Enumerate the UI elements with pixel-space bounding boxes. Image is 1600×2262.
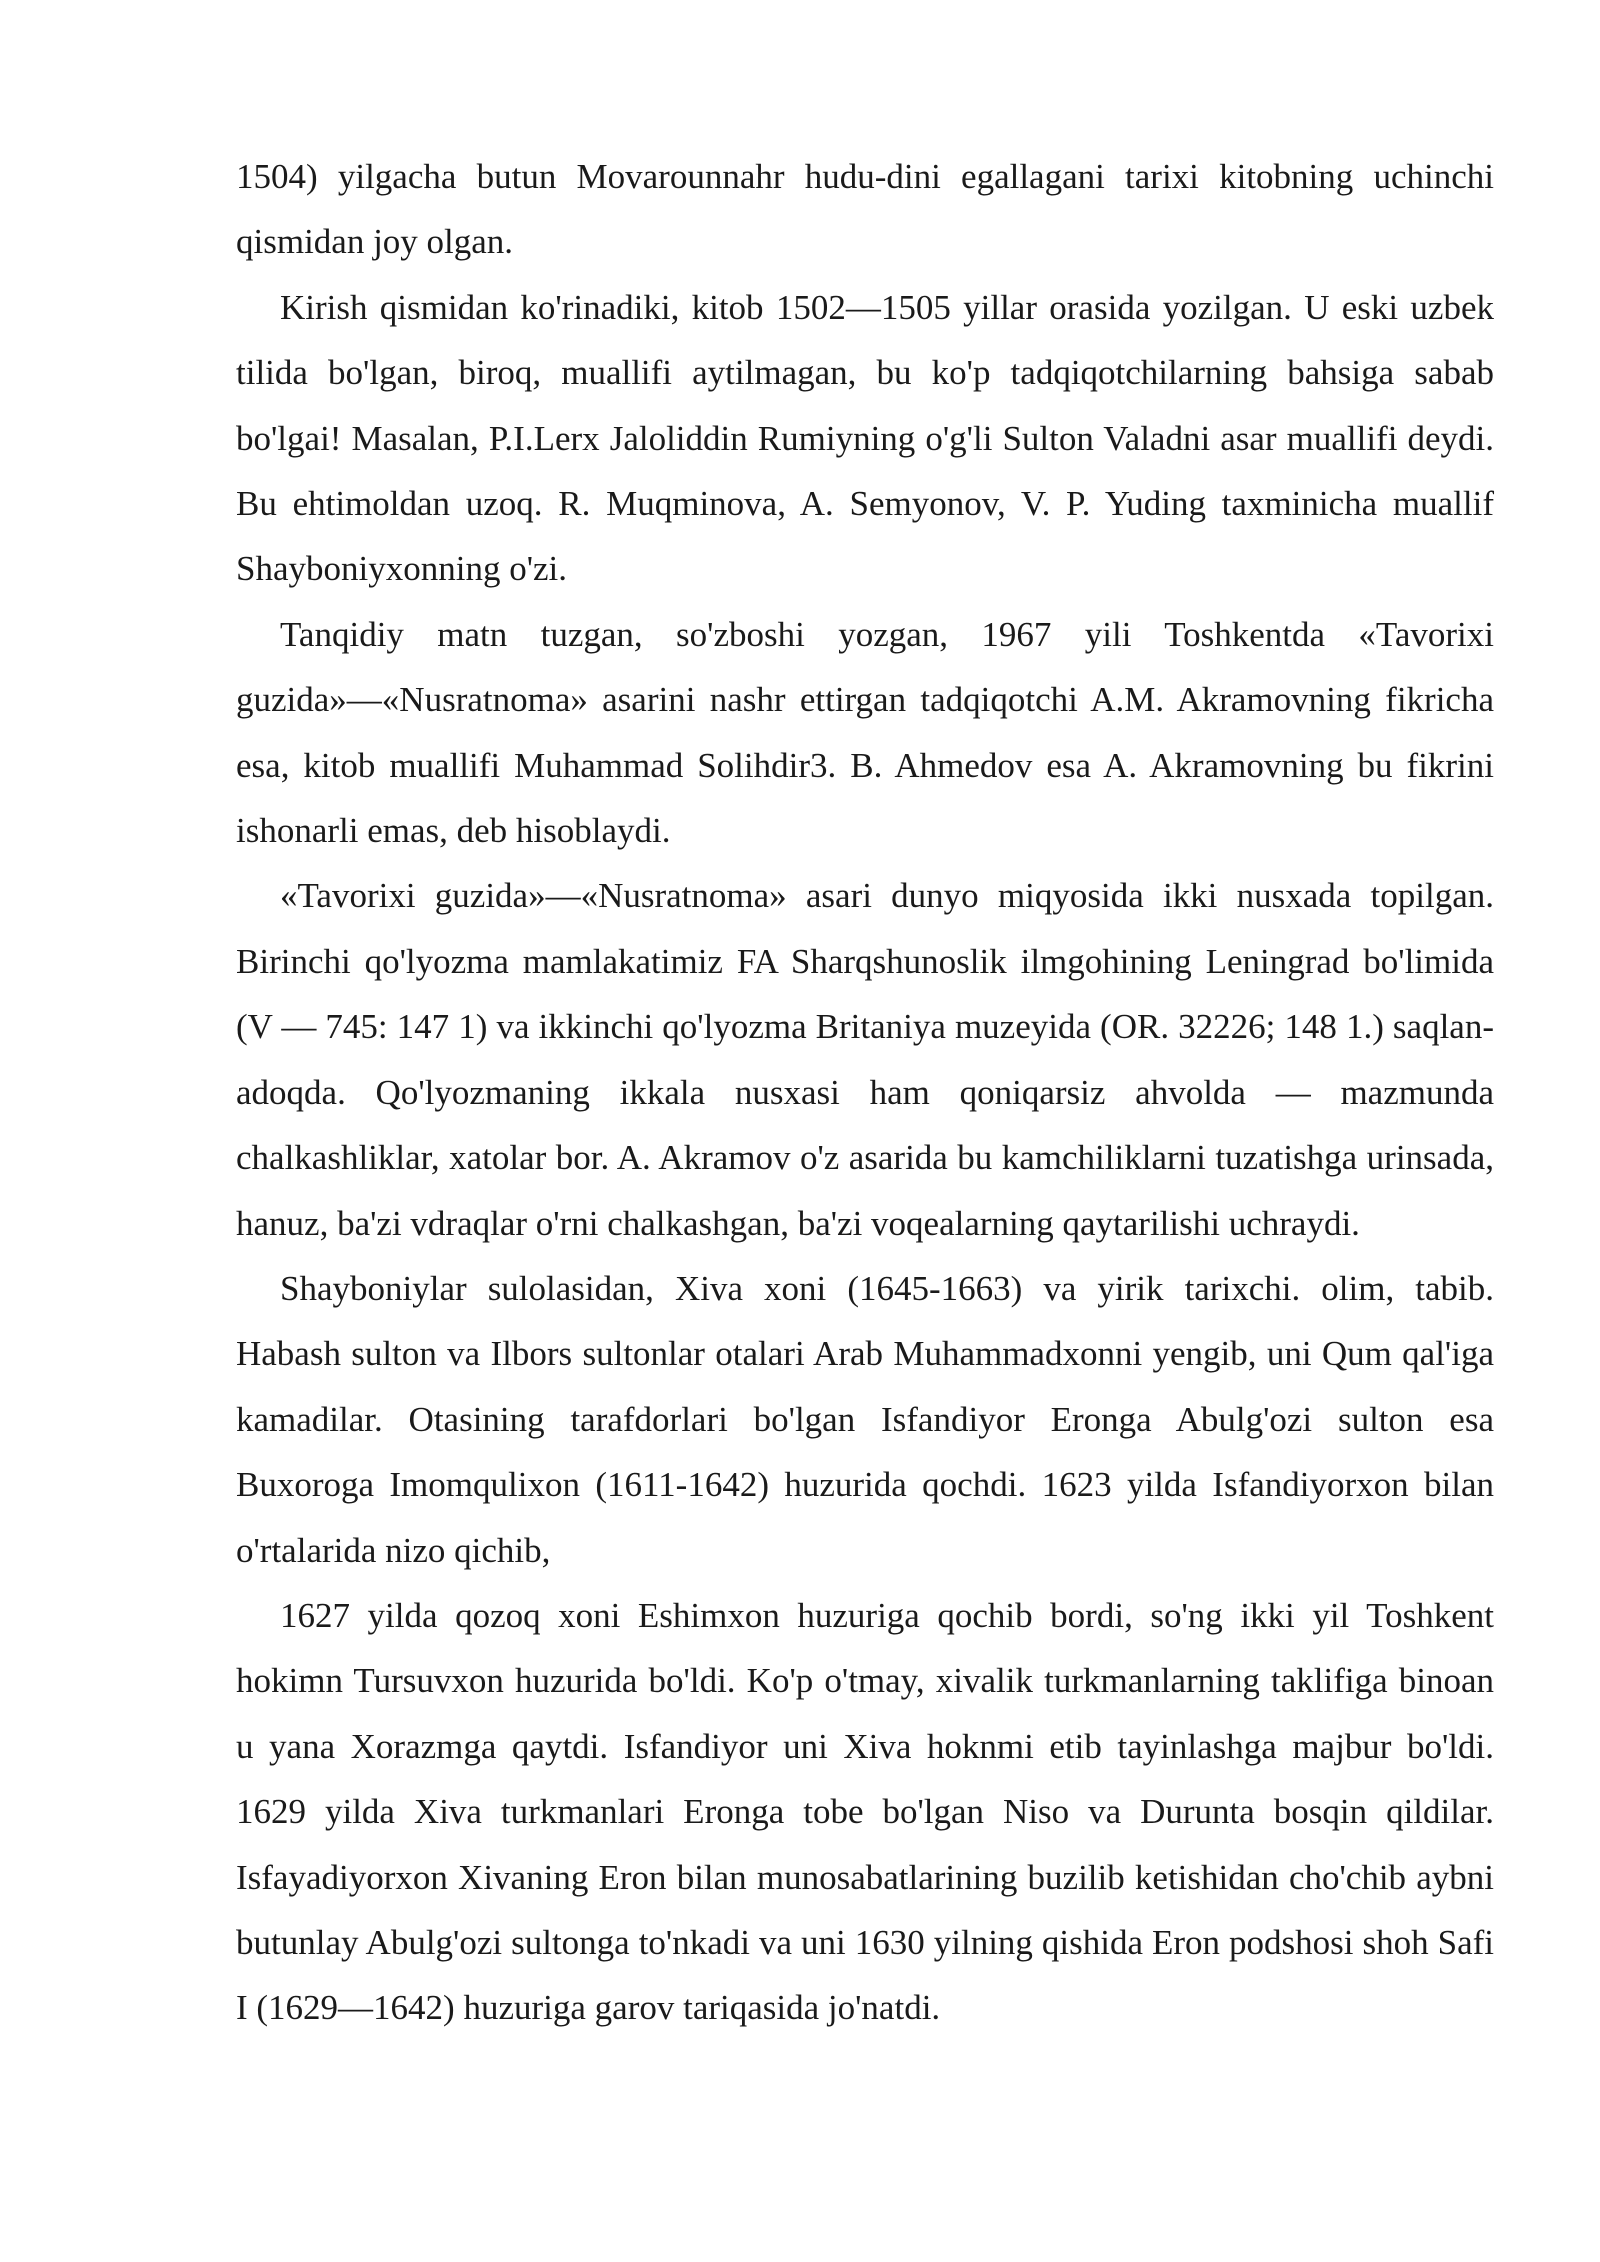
paragraph-5: Shayboniylar sulolasidan, Xiva xoni (1645-1663) va yirik tarixchi. olim, tabib. Habash sulton va Ilbors sultonlar otalari Arab Muhammadxonni yengib, uni Qum qal'iga kamadilar. Otasining tarafdorlari bo'lgan Isfandiyor Eronga Abulg'ozi sulton esa Buxoroga Imomqulixon (1611-1642) huzurida qochdi. 1623 yilda Isfandiyorxon bilan o'rtalarida nizo qichib, <box>236 1268 1494 1570</box>
paragraph-1: 1504) yilgacha butun Movarounnahr hudu-dini egallagani tarixi kitobning uchinchi qismidan joy olgan. <box>236 157 1494 262</box>
paragraph-2: Kirish qismidan ko'rinadiki, kitob 1502—1505 yillar orasida yozilgan. U eski uzbek tilida bo'lgan, biroq, muallifi aytilmagan, bu ko'p tadqiqotchilarning bahsiga sabab bo'lgai! Masalan, P.I.Lerx Jaloliddin Rumiyning o'g'li Sulton Valadni asar muallifi deydi. Bu ehtimoldan uzoq. R. Muqminova, A. Semyonov, V. P. Yuding taxminicha muallif Shayboniyxonning o'zi. <box>236 287 1494 589</box>
paragraph-6: 1627 yilda qozoq xoni Eshimxon huzuriga qochib bordi, so'ng ikki yil Toshkent hokimn Tursuvxon huzurida bo'ldi. Ko'p o'tmay, xivalik turkmanlarning taklifiga binoan u yana Xorazmga qaytdi. Isfandiyor uni Xiva hoknmi etib tayinlashga majbur bo'ldi. 1629 yilda Xiva turkmanlari Eronga tobe bo'lgan Niso va Durunta bosqin qildilar. Isfayadiyorxon Xivaning Eron bilan munosabatlarining buzilib ketishidan cho'chib aybni butunlay Abulg'ozi sultonga to'nkadi va uni 1630 yilning qishida Eron podshosi shoh Safi I (1629—1642) huzuriga garov tariqasida jo'natdi. <box>236 1595 1494 2028</box>
document-page <box>236 144 1494 2041</box>
paragraph-4: «Tavorixi guzida»—«Nusratnoma» asari dunyo miqyosida ikki nusxada topilgan. Birinchi qo'lyozma mamlakatimiz FA Sharqshunoslik ilmgohining Leningrad bo'limida (V — 745: 147 1) va ikkinchi qo'lyozma Britaniya muzeyida (OR. 32226; 148 1.) saqlan-adoqda. Qo'lyozmaning ikkala nusxasi ham qoniqarsiz ahvolda — mazmunda chalkashliklar, xatolar bor. A. Akramov o'z asarida bu kamchiliklarni tuzatishga urinsada, hanuz, ba'zi vdraqlar o'rni chalkashgan, ba'zi voqealarning qaytarilishi uchraydi. <box>236 876 1494 1243</box>
paragraph-3: Tanqidiy matn tuzgan, so'zboshi yozgan, 1967 yili Toshkentda «Tavorixi guzida»—«Nusratnoma» asarini nashr ettirgan tadqiqotchi A.M. Akramovning fikricha esa, kitob muallifi Muhammad Solihdir3. B. Ahmedov esa A. Akramovning bu fikrini ishonarli emas, deb hisoblaydi. <box>236 614 1494 851</box>
